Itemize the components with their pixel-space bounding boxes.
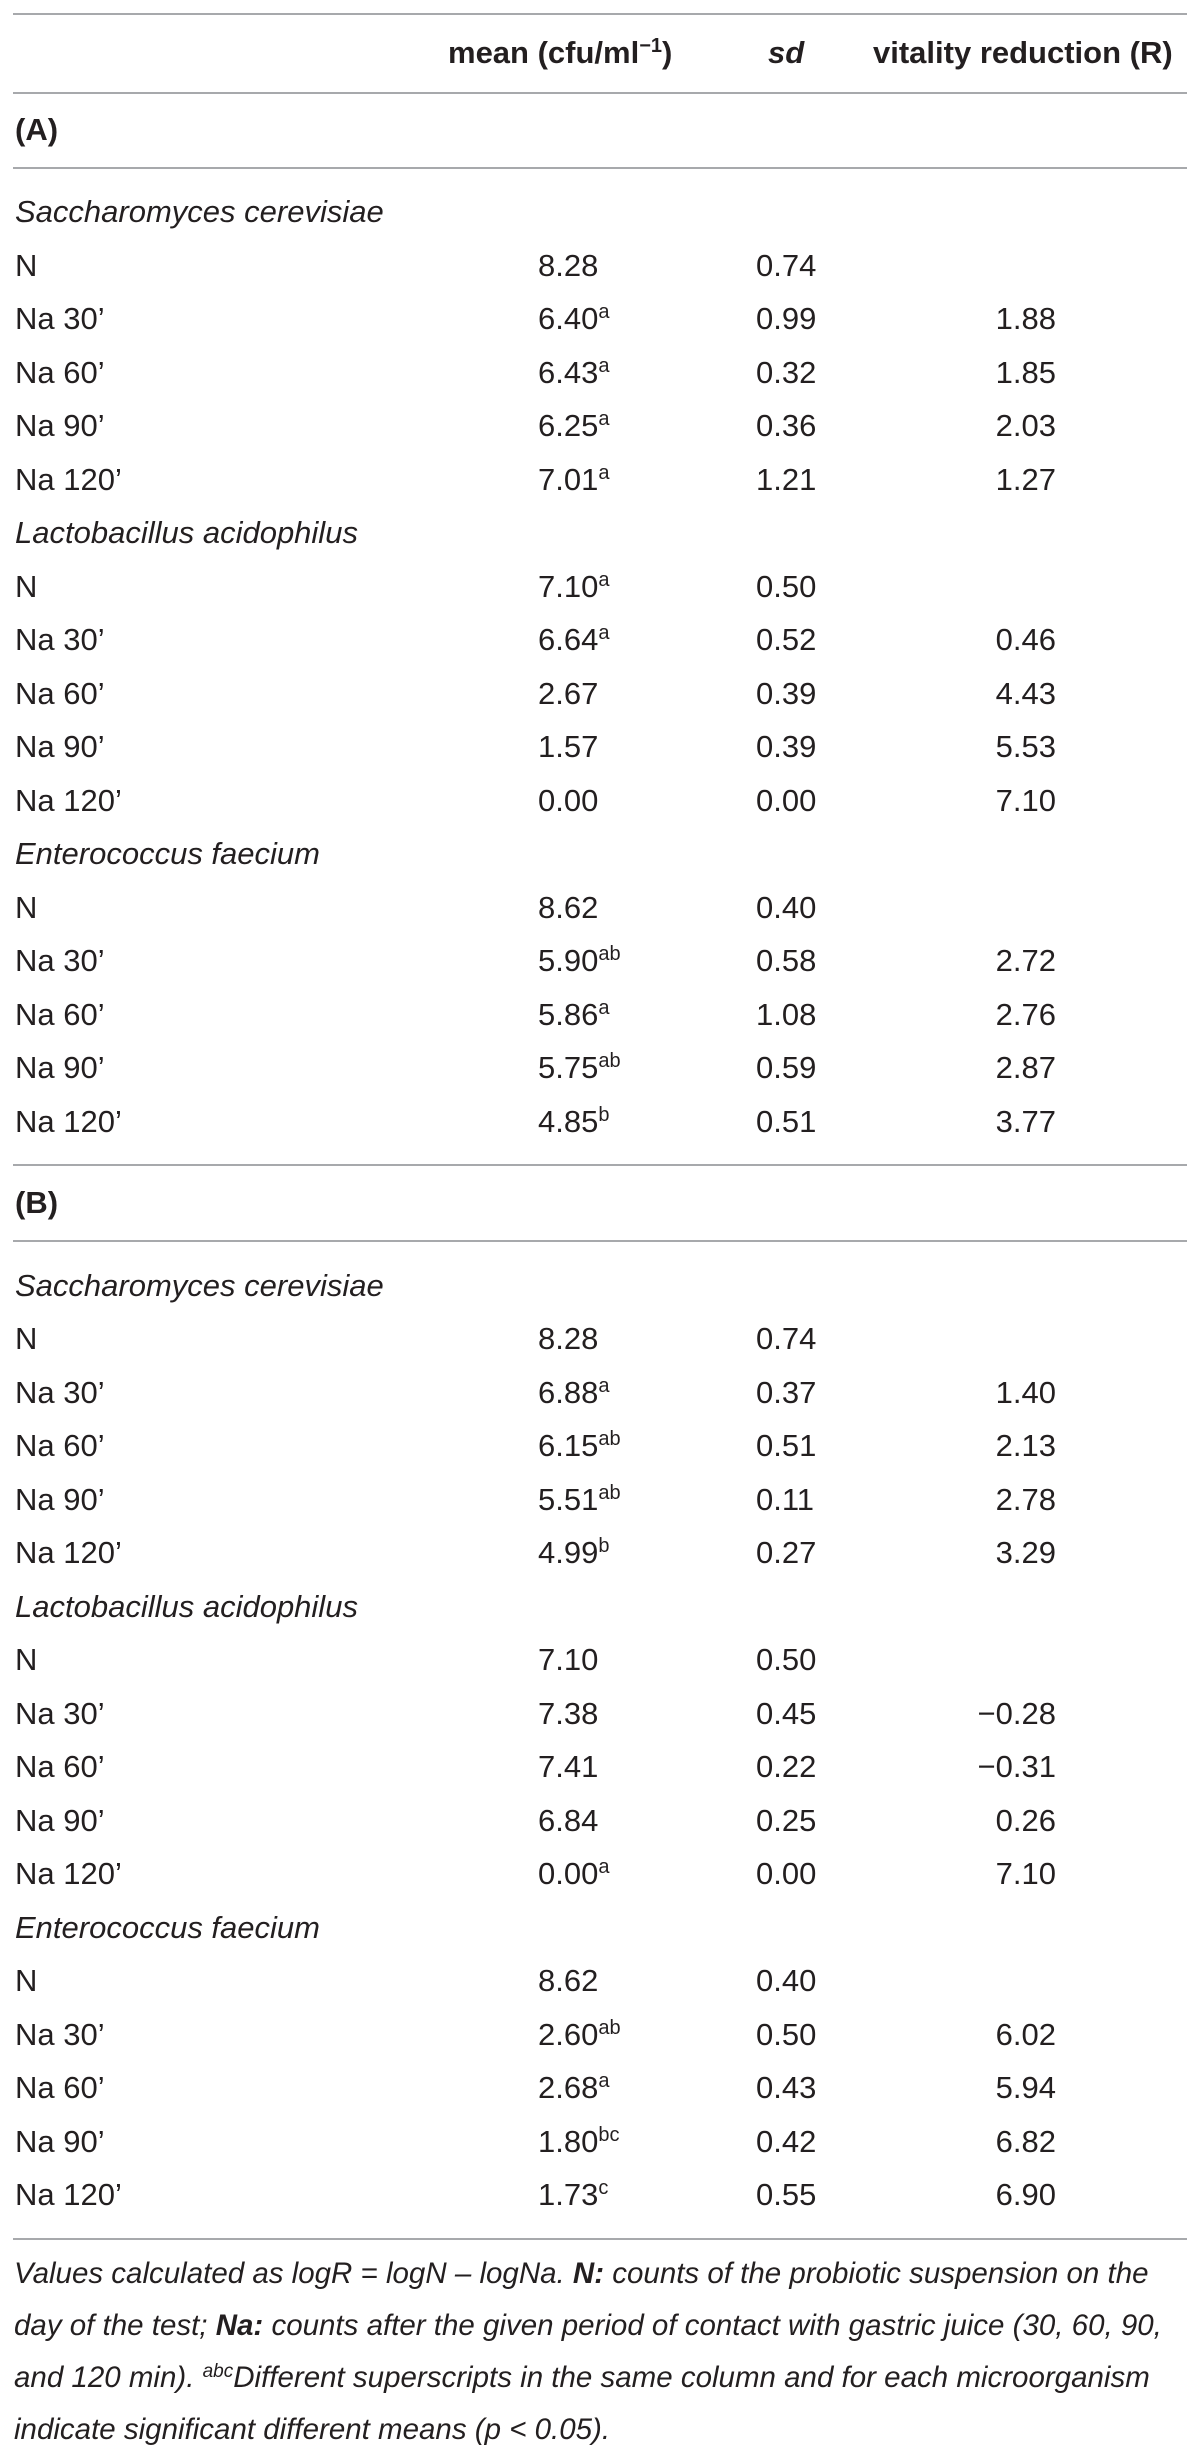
mean-superscript: a <box>598 408 610 431</box>
sd-value: 0.51 <box>756 1103 817 1139</box>
organism-row <box>0 1580 1200 1634</box>
footnote-significance: Different superscripts in the same column and for each microorganism indicate significant different means (p < 0.05). <box>14 2361 1150 2446</box>
table-top-rule <box>13 13 1187 15</box>
table-row <box>0 1740 1200 1794</box>
table-row <box>0 292 1200 346</box>
sd-value: 0.50 <box>756 1642 817 1677</box>
vitality-reduction-value: 4.43 <box>995 675 1056 711</box>
footnote-na-description: counts after the given period of contact with gastric juice (30, 60, 90, and 120 min). <box>14 2309 1162 2394</box>
section-a-bottom-rule <box>13 1164 1187 1166</box>
sd-value: 0.52 <box>756 622 817 658</box>
mean-value-cell <box>538 613 609 667</box>
mean-value: 1.73 <box>538 2177 599 2212</box>
table-bottom-rule <box>13 2238 1187 2240</box>
mean-value-cell <box>538 774 598 828</box>
organism-row <box>0 185 1200 239</box>
section-b-label: (B) <box>15 1185 59 1221</box>
mean-value: 8.28 <box>538 1321 599 1356</box>
mean-superscript: b <box>598 1103 610 1126</box>
row-label: N <box>15 889 38 925</box>
mean-superscript: a <box>598 568 610 591</box>
vitality-reduction-value: 2.87 <box>995 1050 1056 1086</box>
mean-value-cell <box>538 1687 598 1741</box>
mean-value-cell <box>538 560 609 614</box>
section-b-label-rule <box>13 1240 1187 1242</box>
sd-value: 0.39 <box>756 675 817 711</box>
vitality-reduction-value: 5.53 <box>995 729 1056 765</box>
mean-superscript: bc <box>598 2123 620 2146</box>
vitality-reduction-value: 6.82 <box>995 2123 1056 2159</box>
mean-value-cell <box>538 881 598 935</box>
sd-value: 0.55 <box>756 2177 817 2212</box>
sd-value: 0.58 <box>756 943 817 979</box>
table-row <box>0 1095 1200 1149</box>
sd-value: 0.36 <box>756 408 817 444</box>
mean-value: 7.10 <box>538 1642 599 1677</box>
mean-value-cell <box>538 1366 609 1420</box>
mean-value: 1.80 <box>538 2123 599 2159</box>
table-row <box>0 934 1200 988</box>
vitality-reduction-value: 3.77 <box>995 1103 1056 1139</box>
row-label: Na 120’ <box>15 1535 122 1570</box>
mean-value: 7.41 <box>538 1749 599 1784</box>
table-row <box>0 1794 1200 1848</box>
header-bottom-rule <box>13 92 1187 94</box>
mean-value-cell <box>538 1041 621 1095</box>
mean-superscript: b <box>598 1535 610 1557</box>
mean-value: 6.25 <box>538 408 599 444</box>
sd-value: 1.21 <box>756 461 817 497</box>
row-label: Na 30’ <box>15 1374 105 1410</box>
sd-value: 0.74 <box>756 1321 817 1356</box>
sd-value: 1.08 <box>756 996 817 1032</box>
section-a-label-rule <box>13 167 1187 169</box>
vitality-reduction-value: 2.72 <box>995 943 1056 979</box>
sd-value: 0.25 <box>756 1802 817 1838</box>
row-label: N <box>15 568 38 604</box>
vitality-reduction-value: 6.02 <box>995 2016 1056 2052</box>
row-label: Na 90’ <box>15 2123 105 2159</box>
row-label: Na 30’ <box>15 1695 105 1731</box>
table-row <box>0 881 1200 935</box>
mean-value: 5.75 <box>538 1050 599 1086</box>
sd-value: 0.40 <box>756 1963 817 1998</box>
mean-value: 4.85 <box>538 1103 599 1139</box>
row-label: Na 30’ <box>15 2016 105 2052</box>
row-label: N <box>15 247 38 283</box>
footnote-n-label: N: <box>572 2257 605 2290</box>
section-b-label-row <box>0 1176 1200 1230</box>
sd-value: 0.00 <box>756 782 817 818</box>
mean-value: 6.64 <box>538 622 599 658</box>
mean-superscript: a <box>598 1856 610 1878</box>
row-label: N <box>15 1642 38 1677</box>
mean-superscript: a <box>598 996 610 1019</box>
sd-value: 0.00 <box>756 1856 817 1891</box>
vitality-reduction-value: −0.31 <box>977 1749 1056 1784</box>
mean-value-cell <box>538 1473 621 1527</box>
sd-value: 0.50 <box>756 2016 817 2052</box>
table-row <box>0 2168 1200 2222</box>
row-label: Na 120’ <box>15 1103 122 1139</box>
mean-header-close: ) <box>662 35 673 70</box>
mean-value: 6.15 <box>538 1428 599 1463</box>
sd-value: 0.40 <box>756 889 817 925</box>
mean-value: 6.40 <box>538 301 599 337</box>
mean-value-cell <box>538 720 598 774</box>
sd-value: 0.45 <box>756 1695 817 1731</box>
table-row <box>0 239 1200 293</box>
row-label: Na 120’ <box>15 461 122 497</box>
mean-value: 0.00 <box>538 1856 599 1891</box>
table-row <box>0 667 1200 721</box>
row-label: N <box>15 1321 38 1356</box>
row-label: Na 120’ <box>15 2177 122 2212</box>
mean-value-cell <box>538 239 598 293</box>
mean-value-cell <box>538 1419 621 1473</box>
row-label: Na 120’ <box>15 1856 122 1891</box>
vitality-reduction-value: 1.40 <box>995 1374 1056 1410</box>
mean-superscript: ab <box>598 1050 621 1073</box>
organism-name: Lactobacillus acidophilus <box>15 1588 358 1624</box>
organism-name: Enterococcus faecium <box>15 1909 320 1945</box>
sd-value: 0.27 <box>756 1535 817 1570</box>
mean-superscript: a <box>598 622 610 645</box>
mean-superscript: c <box>598 2177 609 2199</box>
sd-value: 0.43 <box>756 2070 817 2105</box>
mean-value-cell <box>538 1526 609 1580</box>
mean-header-text: mean (cfu/ml <box>448 35 640 70</box>
section-a-label: (A) <box>15 112 59 147</box>
row-label: Na 120’ <box>15 782 122 818</box>
table-row <box>0 2115 1200 2169</box>
mean-superscript: a <box>598 2070 610 2092</box>
mean-value: 8.28 <box>538 247 599 283</box>
mean-value: 5.90 <box>538 943 599 979</box>
mean-value: 4.99 <box>538 1535 599 1570</box>
row-label: Na 60’ <box>15 2070 105 2105</box>
organism-name: Saccharomyces cerevisiae <box>15 1267 384 1303</box>
table-header-row <box>0 26 1200 80</box>
table-row <box>0 720 1200 774</box>
row-label: Na 90’ <box>15 1481 105 1517</box>
mean-value-cell <box>538 292 609 346</box>
table-row <box>0 1847 1200 1901</box>
mean-value-cell <box>538 2061 609 2115</box>
row-label: Na 90’ <box>15 729 105 765</box>
mean-value: 7.38 <box>538 1695 599 1731</box>
vitality-reduction-value: 1.27 <box>995 461 1056 497</box>
mean-value-cell <box>538 346 609 400</box>
organism-row <box>0 827 1200 881</box>
vitality-reduction-value: 2.76 <box>995 996 1056 1032</box>
table-row <box>0 1687 1200 1741</box>
row-label: Na 90’ <box>15 1050 105 1086</box>
mean-value-cell <box>538 1794 598 1848</box>
table-row <box>0 1633 1200 1687</box>
table-row <box>0 560 1200 614</box>
table-row <box>0 1473 1200 1527</box>
mean-superscript: a <box>598 354 610 377</box>
row-label: Na 60’ <box>15 354 105 390</box>
mean-value-cell <box>538 453 609 507</box>
vitality-reduction-value: 1.85 <box>995 354 1056 390</box>
row-label: Na 30’ <box>15 943 105 979</box>
vitality-reduction-value: 2.78 <box>995 1481 1056 1517</box>
sd-value: 0.22 <box>756 1749 817 1784</box>
mean-value-cell <box>538 1633 598 1687</box>
mean-superscript: ab <box>598 2016 621 2039</box>
sd-value: 0.32 <box>756 354 817 390</box>
table-row <box>0 774 1200 828</box>
footnote-superscript: abc <box>202 2361 234 2382</box>
row-label: Na 60’ <box>15 1428 105 1463</box>
mean-value: 6.88 <box>538 1374 599 1410</box>
organism-name: Saccharomyces cerevisiae <box>15 194 384 230</box>
table-row <box>0 613 1200 667</box>
sd-value: 0.99 <box>756 301 817 337</box>
mean-value: 2.68 <box>538 2070 599 2105</box>
table-row <box>0 1954 1200 2008</box>
table-row <box>0 2008 1200 2062</box>
mean-value-cell <box>538 667 598 721</box>
table-row <box>0 1366 1200 1420</box>
mean-value-cell <box>538 1954 598 2008</box>
column-header-sd: sd <box>768 35 805 70</box>
vitality-reduction-value: 0.26 <box>995 1802 1056 1838</box>
vitality-reduction-value: 2.03 <box>995 408 1056 444</box>
table-row <box>0 2061 1200 2115</box>
table-row <box>0 346 1200 400</box>
mean-value: 2.60 <box>538 2016 599 2052</box>
organism-row <box>0 1259 1200 1313</box>
table-row <box>0 988 1200 1042</box>
organism-row <box>0 1901 1200 1955</box>
vitality-reduction-value: −0.28 <box>977 1695 1056 1731</box>
table-row <box>0 1526 1200 1580</box>
section-a-label-row <box>0 103 1200 157</box>
sd-value: 0.50 <box>756 568 817 604</box>
table-row <box>0 1419 1200 1473</box>
footnote-formula: Values calculated as logR = logN – logNa. <box>14 2257 573 2290</box>
mean-superscript: a <box>598 1374 610 1397</box>
column-header-vitality-reduction: vitality reduction (R) <box>873 35 1173 70</box>
sd-value: 0.59 <box>756 1050 817 1086</box>
mean-value-cell <box>538 1095 609 1149</box>
mean-value-cell <box>538 1312 598 1366</box>
vitality-reduction-value: 2.13 <box>995 1428 1056 1463</box>
mean-value-cell <box>538 2168 608 2222</box>
vitality-reduction-value: 3.29 <box>995 1535 1056 1570</box>
sd-value: 0.74 <box>756 247 817 283</box>
mean-superscript: ab <box>598 1428 621 1450</box>
mean-value: 0.00 <box>538 782 599 818</box>
row-label: Na 60’ <box>15 996 105 1032</box>
organism-name: Lactobacillus acidophilus <box>15 515 358 551</box>
mean-value: 8.62 <box>538 1963 599 1998</box>
vitality-reduction-value: 6.90 <box>995 2177 1056 2212</box>
footnote-n-description: counts of the probiotic suspension on the day of the test; <box>14 2257 1149 2342</box>
row-label: Na 30’ <box>15 301 105 337</box>
mean-value-cell <box>538 2115 619 2169</box>
sd-value: 0.39 <box>756 729 817 765</box>
sd-value: 0.51 <box>756 1428 817 1463</box>
mean-value-cell <box>538 2008 621 2062</box>
mean-value-cell <box>538 1847 609 1901</box>
mean-value: 7.01 <box>538 461 599 497</box>
row-label: Na 60’ <box>15 1749 105 1784</box>
vitality-reduction-value: 0.46 <box>995 622 1056 658</box>
sd-value: 0.37 <box>756 1374 817 1410</box>
mean-value-cell <box>538 1740 598 1794</box>
mean-superscript: ab <box>598 943 621 966</box>
mean-value: 6.84 <box>538 1802 599 1838</box>
mean-value-cell <box>538 399 609 453</box>
mean-superscript: a <box>598 461 610 484</box>
organism-row <box>0 506 1200 560</box>
table-row <box>0 453 1200 507</box>
row-label: Na 60’ <box>15 675 105 711</box>
vitality-reduction-value: 5.94 <box>995 2070 1056 2105</box>
table-row <box>0 1312 1200 1366</box>
table-footnote <box>14 2248 1184 2456</box>
sd-value: 0.11 <box>756 1481 815 1517</box>
mean-value: 5.86 <box>538 996 599 1032</box>
row-label: N <box>15 1963 38 1998</box>
mean-value-cell <box>538 934 621 988</box>
vitality-reduction-value: 7.10 <box>995 1856 1056 1891</box>
mean-header-exponent: −1 <box>639 35 663 57</box>
mean-superscript: ab <box>598 1481 621 1504</box>
mean-value: 8.62 <box>538 889 599 925</box>
mean-value: 7.10 <box>538 568 599 604</box>
column-header-mean <box>448 26 672 80</box>
mean-value: 1.57 <box>538 729 599 765</box>
mean-superscript: a <box>598 301 610 324</box>
footnote-na-label: Na: <box>215 2309 264 2342</box>
table-row <box>0 1041 1200 1095</box>
row-label: Na 90’ <box>15 1802 105 1838</box>
sd-value: 0.42 <box>756 2123 817 2159</box>
row-label: Na 30’ <box>15 622 105 658</box>
mean-value: 6.43 <box>538 354 599 390</box>
mean-value: 2.67 <box>538 675 599 711</box>
table-row <box>0 399 1200 453</box>
vitality-reduction-value: 7.10 <box>995 782 1056 818</box>
row-label: Na 90’ <box>15 408 105 444</box>
mean-value-cell <box>538 988 609 1042</box>
organism-name: Enterococcus faecium <box>15 836 320 872</box>
mean-value: 5.51 <box>538 1481 599 1517</box>
vitality-reduction-value: 1.88 <box>995 301 1056 337</box>
